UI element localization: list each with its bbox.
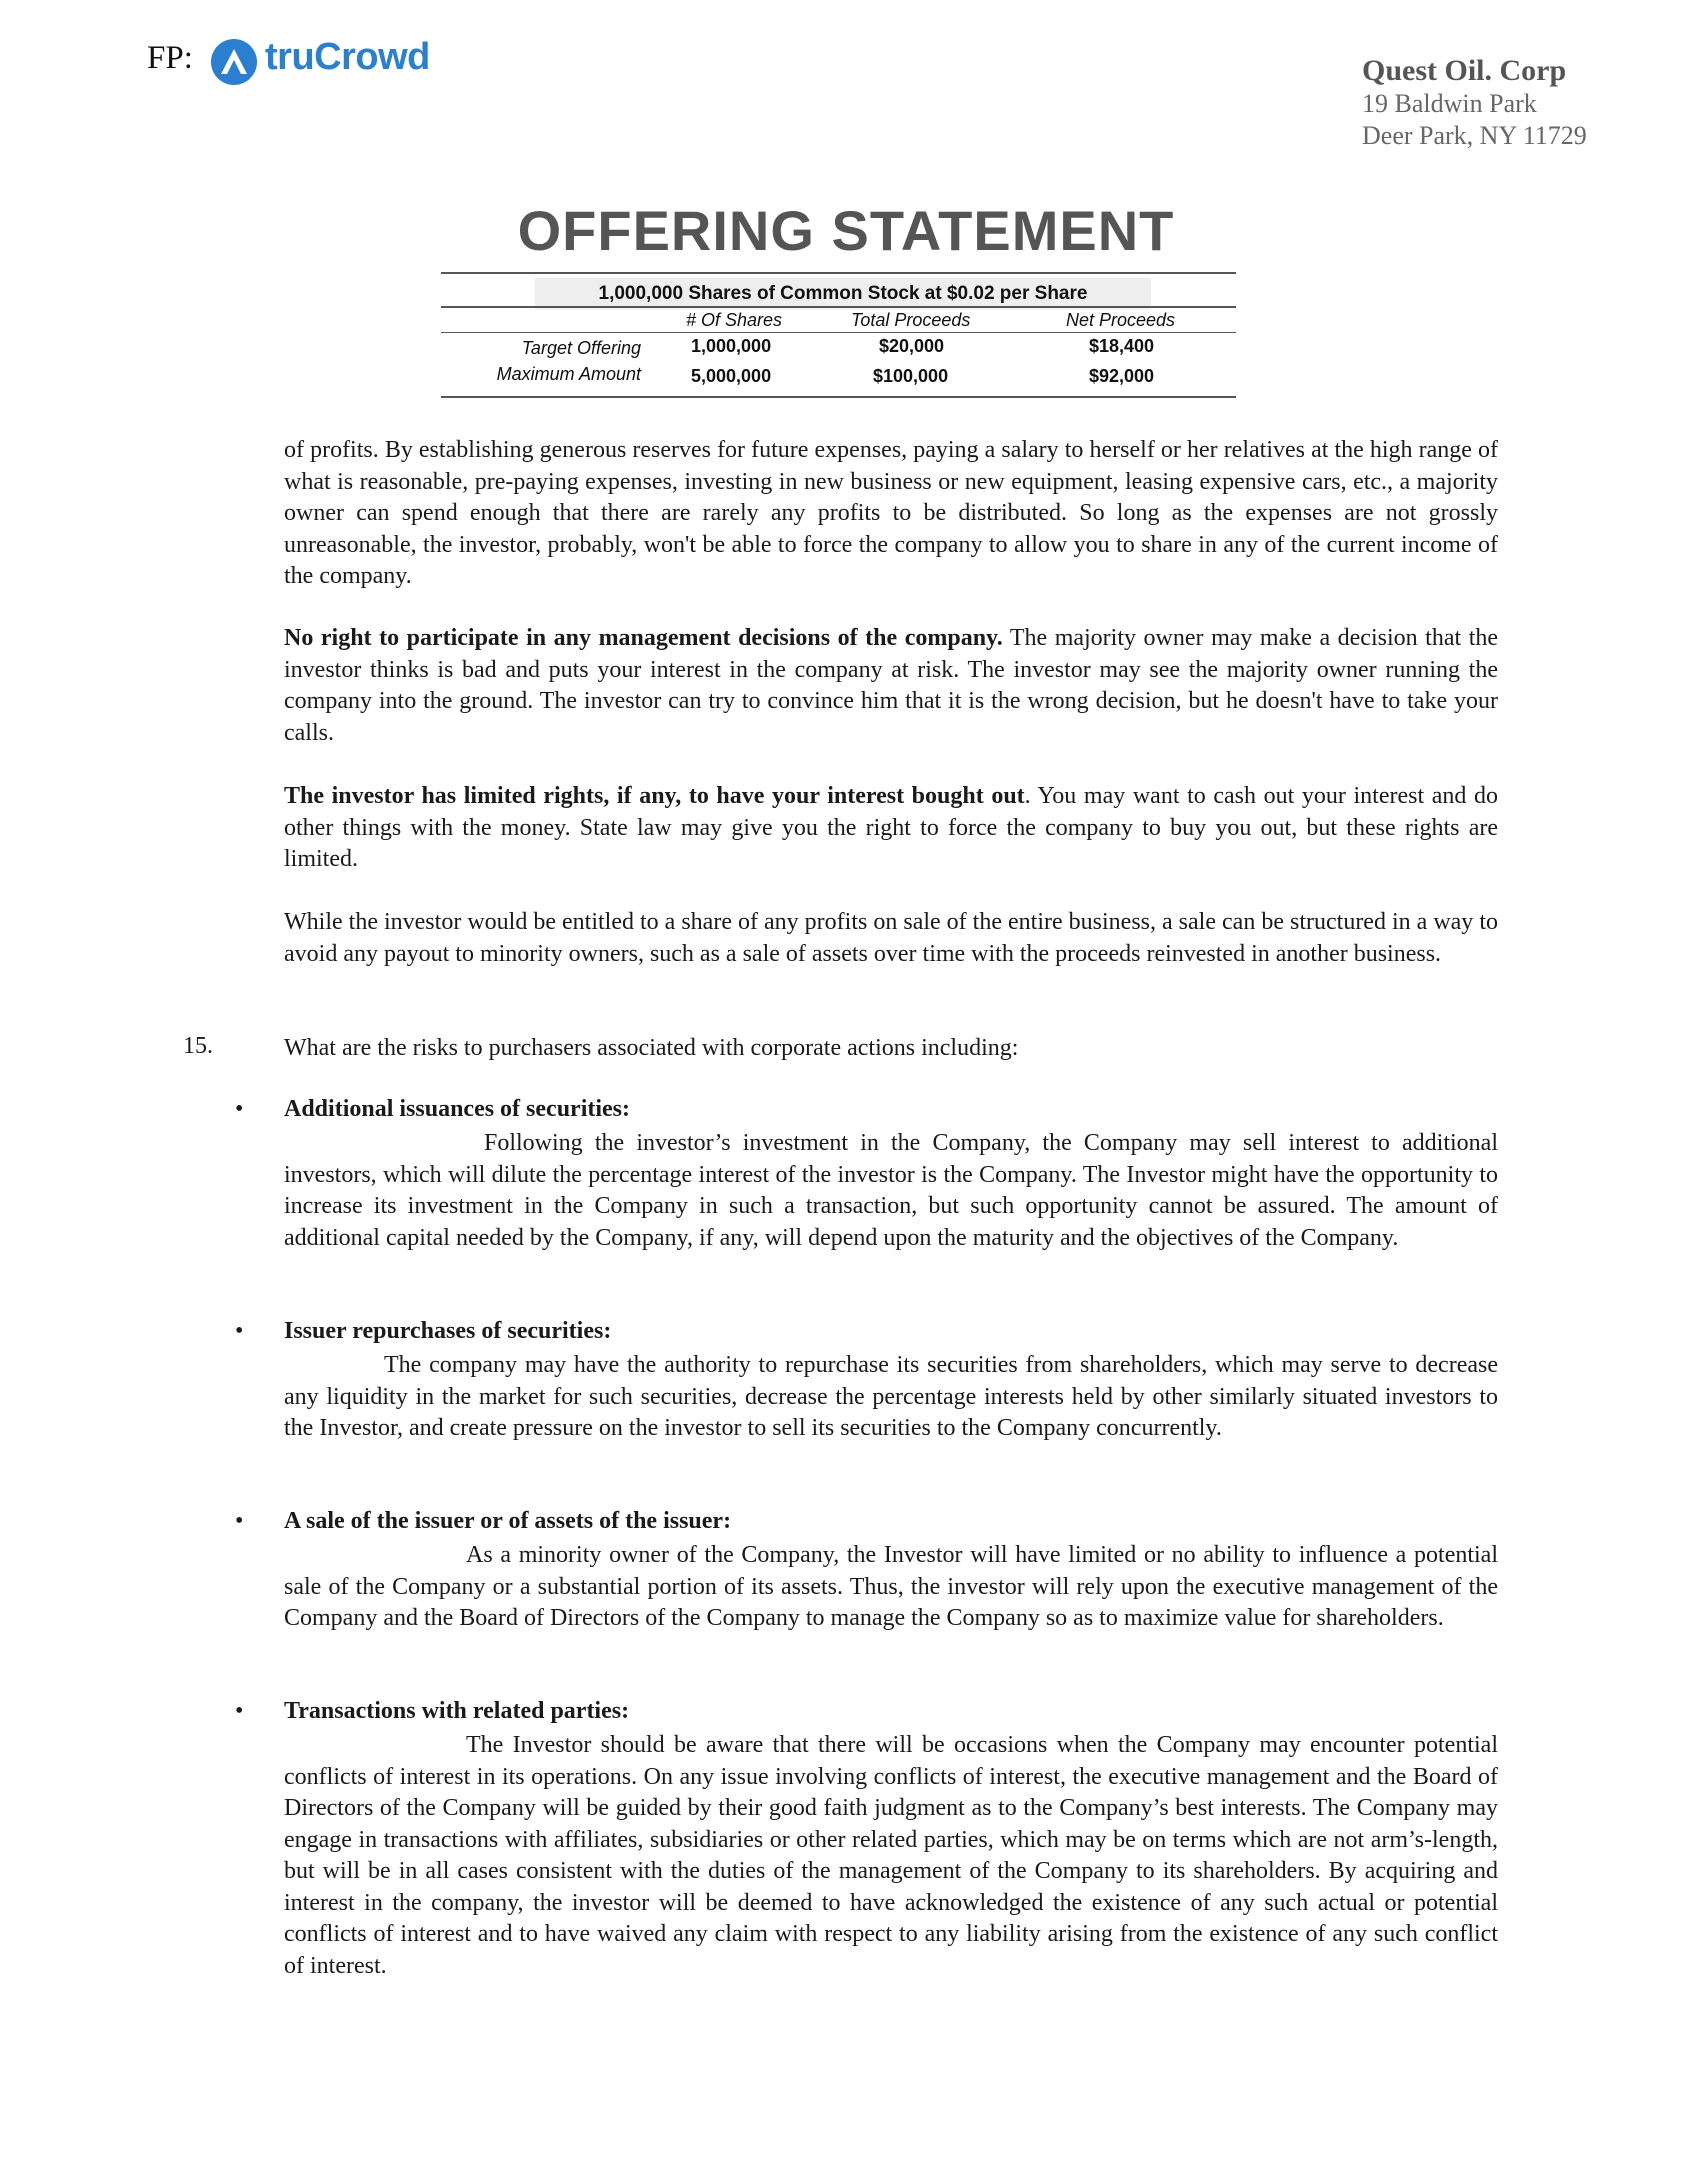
row-label-maximum: Maximum Amount: [496, 364, 641, 384]
row-maximum-net: $92,000: [1089, 366, 1155, 386]
bullet-heading-issuances: Additional issuances of securities:: [284, 1096, 631, 1122]
paragraph-management-heading: No right to participate in any management decisions of the company.: [284, 625, 1003, 651]
bullet-text-sale: As a minority owner of the Company, the Investor will have limited or no ability to influence a potential sale of the Company or a substantial portion of its assets. Thus, the investor will rely upon the executive management of the Company and the Board of Directors of the Company to manage the Company so as to maximize value for shareholders.: [284, 1542, 1498, 1631]
bullet-marker: •: [235, 1096, 244, 1122]
paragraph-management-text: The majority owner may make a decision that the investor thinks is bad and puts your interest in the company at risk. The investor may see the majority owner running the company into the ground. The investor can try to convince him that it is the wrong decision, but he doesn't have to take your calls.: [284, 625, 1499, 746]
bullet-heading-related-parties: Transactions with related parties:: [284, 1698, 630, 1724]
bullet-marker: •: [235, 1508, 244, 1534]
col-header-shares: # Of Shares: [686, 310, 783, 330]
trucrowd-logo-icon: [208, 36, 262, 86]
bullet-text-repurchases: The company may have the authority to repurchase its securities from shareholders, which may serve to decrease any liquidity in the market for such securities, decrease the percentage interests held by other similarly situated investors to the Investor, and create pressure on the investor to sell its securities to the Company concurrently.: [284, 1352, 1498, 1441]
paragraph-bought-out-text: . You may want to cash out your interest and do other things with the money. State law may give you the right to force the company to buy you out, but these rights are limited.: [284, 783, 1498, 872]
col-header-net: Net Proceeds: [1066, 310, 1176, 330]
company-address-block: [1362, 54, 1612, 152]
offering-title: OFFERING STATEMENT: [517, 199, 1175, 262]
bullet-heading-sale: A sale of the issuer or of assets of the issuer:: [284, 1508, 732, 1534]
bullet-marker: •: [235, 1698, 244, 1724]
bullet-heading-repurchases: Issuer repurchases of securities:: [284, 1318, 612, 1344]
question-number: 15.: [183, 1033, 213, 1059]
table-rule-header: [441, 332, 1236, 333]
company-name: Quest Oil. Corp: [1362, 54, 1567, 87]
address-line-2: Deer Park, NY 11729: [1362, 121, 1587, 150]
table-rule-bottom: [441, 396, 1236, 398]
paragraph-sale: While the investor would be entitled to a share of any profits on sale of the entire business, a sale can be structured in a way to avoid any payout to minority owners, such as a sale of assets over time with the proceeds reinvested in another business.: [284, 909, 1498, 967]
paragraph-management: [284, 623, 1498, 749]
row-target-total: $20,000: [879, 336, 945, 356]
row-maximum-shares: 5,000,000: [691, 366, 772, 386]
offering-subtitle: 1,000,000 Shares of Common Stock at $0.02 per Share: [535, 278, 1151, 309]
bullet-marker: •: [235, 1318, 244, 1344]
row-target-shares: 1,000,000: [691, 336, 772, 356]
row-target-net: $18,400: [1089, 336, 1155, 356]
fp-label: FP:: [147, 40, 193, 76]
row-label-target: Target Offering: [521, 338, 641, 358]
paragraph-profits: of profits. By establishing generous reserves for future expenses, paying a salary to herself or her relatives at the high range of what is reasonable, pre-paying expenses, investing in new business or new equipment, leasing expensive cars, etc., a majority owner can spend enough that there are rarely any profits to be distributed. So long as the expenses are not grossly unreasonable, the investor, probably, won't be able to force the company to allow you to share in any of the current income of the company.: [284, 437, 1498, 589]
row-maximum-total: $100,000: [873, 366, 949, 386]
address-line-1: 19 Baldwin Park: [1362, 89, 1537, 118]
logo-wordmark: truCrowd: [265, 36, 430, 78]
paragraph-bought-out: [284, 781, 1498, 876]
question-text: What are the risks to purchasers associated with corporate actions including:: [284, 1035, 1019, 1061]
table-rule-top: [441, 272, 1236, 274]
table-rule-sub: [441, 306, 1236, 308]
paragraph-bought-out-heading: The investor has limited rights, if any, to have your interest bought out: [284, 783, 1025, 809]
col-header-total: Total Proceeds: [851, 310, 971, 330]
bullet-text-issuances: Following the investor’s investment in the Company, the Company may sell interest to additional investors, which will dilute the percentage interest of the investor is the Company. The Investor might have the opportunity to increase its investment in the Company in such a transaction, but such opportunity cannot be assured. The amount of additional capital needed by the Company, if any, will depend upon the maturity and the objectives of the Company.: [284, 1130, 1498, 1251]
bullet-text-related-parties: The Investor should be aware that there will be occasions when the Company may encounter potential conflicts of interest in its operations. On any issue involving conflicts of interest, the executive management and the Board of Directors of the Company will be guided by their good faith judgment as to the Company’s best interests. The Company may engage in transactions with affiliates, subsidiaries or other related parties, which may be on terms which are not arm’s-length, but will be in all cases consistent with the duties of the management of the Company to its shareholders. By acquiring and interest in the company, the investor will be deemed to have acknowledged the existence of any such actual or potential conflicts of interest and to have waived any claim with respect to any liability arising from the existence of any such conflict of interest.: [284, 1732, 1498, 1979]
